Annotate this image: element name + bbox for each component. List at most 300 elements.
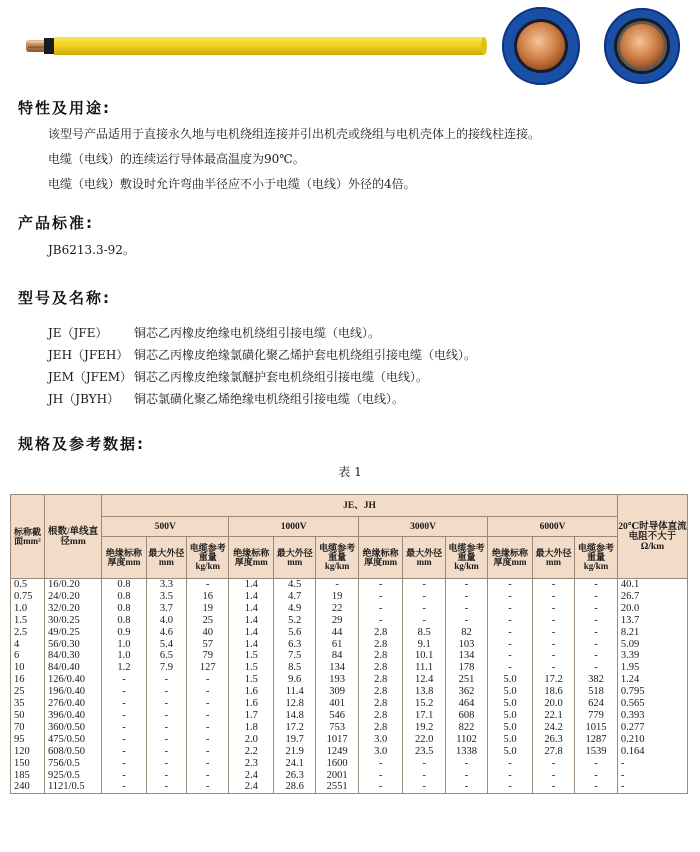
cell-wt-3000: 1338 bbox=[445, 746, 487, 758]
cell-area: 120 bbox=[11, 746, 45, 758]
cell-wt-3000: 822 bbox=[445, 722, 487, 734]
cell-area: 150 bbox=[11, 758, 45, 770]
cell-cores: 84/0.40 bbox=[44, 662, 101, 674]
cell-area: 50 bbox=[11, 710, 45, 722]
cell-cores: 475/0.50 bbox=[44, 734, 101, 746]
cell-od-3000: 9.1 bbox=[403, 639, 445, 651]
header-weight: 电缆参考重量kg/km bbox=[575, 537, 618, 579]
header-max-od: 最大外径mm bbox=[146, 537, 186, 579]
cell-od-6000: 22.1 bbox=[532, 710, 574, 722]
cell-area: 95 bbox=[11, 734, 45, 746]
cell-wt-6000: 1287 bbox=[575, 734, 618, 746]
cell-od-3000: - bbox=[403, 591, 445, 603]
cell-wt-3000: - bbox=[445, 591, 487, 603]
features-line-2: 电缆（电线）的连续运行导体最高温度为90℃。 bbox=[48, 152, 305, 166]
cell-od-1000: 26.3 bbox=[274, 770, 316, 782]
cell-cores: 49/0.25 bbox=[44, 627, 101, 639]
cell-od-500: - bbox=[146, 734, 186, 746]
standard-title: 产品标准: bbox=[18, 214, 94, 232]
cell-resistance: 0.277 bbox=[617, 722, 687, 734]
cell-ins-6000: - bbox=[488, 662, 533, 674]
cell-ins-500: 0.8 bbox=[102, 615, 147, 627]
cell-cores: 30/0.25 bbox=[44, 615, 101, 627]
cell-wt-500: - bbox=[187, 722, 229, 734]
cell-wt-3000: 103 bbox=[445, 639, 487, 651]
cell-od-500: 4.6 bbox=[146, 627, 186, 639]
table-row bbox=[11, 603, 688, 615]
cell-wt-1000: 1600 bbox=[316, 758, 358, 770]
cell-cores: 1121/0.5 bbox=[44, 781, 101, 793]
cell-ins-3000: - bbox=[358, 615, 403, 627]
table-row bbox=[11, 579, 688, 591]
cell-cores: 56/0.30 bbox=[44, 639, 101, 651]
cell-wt-6000: - bbox=[575, 758, 618, 770]
cell-od-3000: 10.1 bbox=[403, 650, 445, 662]
table-row bbox=[11, 722, 688, 734]
cell-od-500: - bbox=[146, 770, 186, 782]
cell-ins-500: - bbox=[102, 710, 147, 722]
cell-resistance: 3.39 bbox=[617, 650, 687, 662]
spec-table bbox=[10, 494, 688, 794]
cell-wt-3000: 82 bbox=[445, 627, 487, 639]
cell-ins-6000: 5.0 bbox=[488, 746, 533, 758]
cell-od-1000: 7.5 bbox=[274, 650, 316, 662]
cell-od-500: - bbox=[146, 698, 186, 710]
cell-wt-500: - bbox=[187, 710, 229, 722]
cell-wt-3000: - bbox=[445, 770, 487, 782]
cell-ins-1000: 1.6 bbox=[229, 698, 274, 710]
cell-wt-500: - bbox=[187, 781, 229, 793]
cell-wt-6000: 779 bbox=[575, 710, 618, 722]
cell-od-1000: 5.2 bbox=[274, 615, 316, 627]
cell-ins-6000: - bbox=[488, 591, 533, 603]
cell-ins-500: - bbox=[102, 781, 147, 793]
model-row bbox=[48, 324, 380, 341]
cell-od-1000: 12.8 bbox=[274, 698, 316, 710]
features-title: 特性及用途: bbox=[18, 99, 111, 117]
cell-od-500: 3.7 bbox=[146, 603, 186, 615]
cell-wt-1000: 2551 bbox=[316, 781, 358, 793]
cell-wt-6000: - bbox=[575, 603, 618, 615]
cell-resistance: 26.7 bbox=[617, 591, 687, 603]
cell-ins-1000: 2.0 bbox=[229, 734, 274, 746]
cell-ins-3000: 2.8 bbox=[358, 710, 403, 722]
cell-od-6000: 24.2 bbox=[532, 722, 574, 734]
model-code: JEH（JFEH） bbox=[48, 348, 129, 362]
cell-ins-500: 0.8 bbox=[102, 579, 147, 591]
cell-ins-500: - bbox=[102, 722, 147, 734]
table-row bbox=[11, 746, 688, 758]
cell-ins-3000: 2.8 bbox=[358, 650, 403, 662]
cell-wt-500: - bbox=[187, 758, 229, 770]
cell-resistance: 13.7 bbox=[617, 615, 687, 627]
cell-od-500: 3.3 bbox=[146, 579, 186, 591]
cell-wt-500: 25 bbox=[187, 615, 229, 627]
cell-od-6000: 26.3 bbox=[532, 734, 574, 746]
cell-resistance: 40.1 bbox=[617, 579, 687, 591]
cell-ins-1000: 2.2 bbox=[229, 746, 274, 758]
cell-ins-6000: - bbox=[488, 615, 533, 627]
cell-ins-6000: - bbox=[488, 770, 533, 782]
cell-od-500: 6.5 bbox=[146, 650, 186, 662]
cell-od-1000: 4.9 bbox=[274, 603, 316, 615]
cell-od-6000: - bbox=[532, 579, 574, 591]
cable-product-image bbox=[0, 0, 700, 90]
cell-ins-1000: 1.4 bbox=[229, 639, 274, 651]
cell-wt-3000: 134 bbox=[445, 650, 487, 662]
cell-area: 1.5 bbox=[11, 615, 45, 627]
cell-od-500: 4.0 bbox=[146, 615, 186, 627]
cell-wt-1000: 1017 bbox=[316, 734, 358, 746]
cell-od-6000: 20.0 bbox=[532, 698, 574, 710]
cell-od-500: 7.9 bbox=[146, 662, 186, 674]
cell-od-6000: - bbox=[532, 615, 574, 627]
cell-ins-6000: 5.0 bbox=[488, 686, 533, 698]
cell-od-1000: 4.7 bbox=[274, 591, 316, 603]
cell-od-1000: 28.6 bbox=[274, 781, 316, 793]
table-row bbox=[11, 674, 688, 686]
header-voltage-6000: 6000V bbox=[488, 517, 618, 537]
header-voltage-3000: 3000V bbox=[358, 517, 487, 537]
cell-od-500: - bbox=[146, 674, 186, 686]
cell-ins-6000: - bbox=[488, 603, 533, 615]
cell-ins-3000: 2.8 bbox=[358, 627, 403, 639]
table-row bbox=[11, 650, 688, 662]
cell-od-6000: - bbox=[532, 662, 574, 674]
cell-wt-3000: 251 bbox=[445, 674, 487, 686]
cell-od-500: - bbox=[146, 710, 186, 722]
cell-od-1000: 6.3 bbox=[274, 639, 316, 651]
cell-ins-6000: - bbox=[488, 758, 533, 770]
cell-wt-3000: - bbox=[445, 615, 487, 627]
cell-area: 2.5 bbox=[11, 627, 45, 639]
cell-wt-500: 127 bbox=[187, 662, 229, 674]
cell-wt-3000: 608 bbox=[445, 710, 487, 722]
cell-ins-1000: 1.5 bbox=[229, 662, 274, 674]
cell-od-500: - bbox=[146, 781, 186, 793]
table-row bbox=[11, 639, 688, 651]
cell-wt-6000: 518 bbox=[575, 686, 618, 698]
header-voltage-500: 500V bbox=[102, 517, 229, 537]
cell-area: 6 bbox=[11, 650, 45, 662]
cell-wt-1000: 309 bbox=[316, 686, 358, 698]
cell-ins-500: 1.0 bbox=[102, 639, 147, 651]
cell-od-3000: - bbox=[403, 781, 445, 793]
cell-resistance: 20.0 bbox=[617, 603, 687, 615]
cell-ins-6000: 5.0 bbox=[488, 674, 533, 686]
cell-cores: 925/0.5 bbox=[44, 770, 101, 782]
cell-wt-3000: 1102 bbox=[445, 734, 487, 746]
cell-ins-500: 0.8 bbox=[102, 603, 147, 615]
cell-od-3000: 13.8 bbox=[403, 686, 445, 698]
cell-wt-1000: 1249 bbox=[316, 746, 358, 758]
cell-od-6000: 17.2 bbox=[532, 674, 574, 686]
header-area: 标称截面mm² bbox=[11, 495, 45, 579]
cell-area: 0.75 bbox=[11, 591, 45, 603]
cell-wt-6000: - bbox=[575, 639, 618, 651]
cell-resistance: - bbox=[617, 781, 687, 793]
model-row bbox=[48, 390, 404, 407]
cell-cores: 196/0.40 bbox=[44, 686, 101, 698]
table-row bbox=[11, 734, 688, 746]
cell-ins-6000: 5.0 bbox=[488, 698, 533, 710]
cell-ins-1000: 2.4 bbox=[229, 770, 274, 782]
cell-wt-3000: 362 bbox=[445, 686, 487, 698]
cell-ins-1000: 2.4 bbox=[229, 781, 274, 793]
cell-resistance: 8.21 bbox=[617, 627, 687, 639]
cell-cores: 276/0.40 bbox=[44, 698, 101, 710]
cell-area: 35 bbox=[11, 698, 45, 710]
cell-ins-3000: 2.8 bbox=[358, 639, 403, 651]
cell-wt-1000: 546 bbox=[316, 710, 358, 722]
cell-resistance: 0.164 bbox=[617, 746, 687, 758]
cell-wt-6000: 624 bbox=[575, 698, 618, 710]
cell-od-500: - bbox=[146, 746, 186, 758]
cell-ins-500: 0.9 bbox=[102, 627, 147, 639]
cell-wt-3000: - bbox=[445, 781, 487, 793]
cell-od-3000: - bbox=[403, 615, 445, 627]
cell-ins-6000: - bbox=[488, 639, 533, 651]
cell-od-3000: 8.5 bbox=[403, 627, 445, 639]
spec-title: 规格及参考数据: bbox=[18, 435, 145, 453]
header-weight: 电缆参考重量kg/km bbox=[187, 537, 229, 579]
cell-wt-1000: 29 bbox=[316, 615, 358, 627]
cell-ins-3000: 2.8 bbox=[358, 698, 403, 710]
cell-ins-3000: - bbox=[358, 591, 403, 603]
cell-wt-6000: - bbox=[575, 781, 618, 793]
cell-od-3000: 15.2 bbox=[403, 698, 445, 710]
cell-od-3000: 11.1 bbox=[403, 662, 445, 674]
cell-ins-1000: 2.3 bbox=[229, 758, 274, 770]
cell-wt-1000: 84 bbox=[316, 650, 358, 662]
cell-od-6000: 18.6 bbox=[532, 686, 574, 698]
table-row bbox=[11, 686, 688, 698]
cell-ins-3000: 3.0 bbox=[358, 746, 403, 758]
cell-ins-1000: 1.6 bbox=[229, 686, 274, 698]
model-name: 铜芯乙丙橡皮绝缘氯醚护套电机绕组引接电缆（电线）。 bbox=[134, 370, 429, 384]
cell-ins-500: 1.0 bbox=[102, 650, 147, 662]
cell-od-3000: - bbox=[403, 770, 445, 782]
cell-ins-6000: - bbox=[488, 781, 533, 793]
cell-wt-500: 19 bbox=[187, 603, 229, 615]
cell-ins-3000: 2.8 bbox=[358, 662, 403, 674]
cell-od-6000: - bbox=[532, 591, 574, 603]
cell-wt-1000: 753 bbox=[316, 722, 358, 734]
model-name: 铜芯乙丙橡皮绝缘氯磺化聚乙烯护套电机绕组引接电缆（电线）。 bbox=[134, 348, 477, 362]
cell-wt-500: - bbox=[187, 686, 229, 698]
cell-od-1000: 17.2 bbox=[274, 722, 316, 734]
cell-od-6000: - bbox=[532, 758, 574, 770]
cell-ins-3000: - bbox=[358, 770, 403, 782]
cell-ins-6000: 5.0 bbox=[488, 710, 533, 722]
cell-ins-1000: 1.7 bbox=[229, 710, 274, 722]
header-insulation: 绝缘标称厚度mm bbox=[102, 537, 147, 579]
cell-cores: 24/0.20 bbox=[44, 591, 101, 603]
cell-cores: 608/0.50 bbox=[44, 746, 101, 758]
header-insulation: 绝缘标称厚度mm bbox=[488, 537, 533, 579]
cell-ins-6000: - bbox=[488, 579, 533, 591]
model-code: JE（JFE） bbox=[48, 326, 108, 340]
cell-ins-500: - bbox=[102, 686, 147, 698]
cell-resistance: 0.565 bbox=[617, 698, 687, 710]
cell-area: 16 bbox=[11, 674, 45, 686]
cell-ins-3000: - bbox=[358, 781, 403, 793]
cell-od-1000: 4.5 bbox=[274, 579, 316, 591]
cell-od-6000: - bbox=[532, 650, 574, 662]
table-row bbox=[11, 591, 688, 603]
model-code: JH（JBYH） bbox=[48, 392, 120, 406]
cell-area: 240 bbox=[11, 781, 45, 793]
cell-wt-6000: - bbox=[575, 627, 618, 639]
cell-cores: 16/0.20 bbox=[44, 579, 101, 591]
cell-resistance: 0.210 bbox=[617, 734, 687, 746]
cell-od-3000: 22.0 bbox=[403, 734, 445, 746]
cell-resistance: - bbox=[617, 758, 687, 770]
cell-ins-3000: - bbox=[358, 603, 403, 615]
features-line-1: 该型号产品适用于直接永久地与电机绕组连接并引出机壳或绕组与电机壳体上的接线柱连接。 bbox=[48, 127, 541, 141]
cell-ins-3000: 2.8 bbox=[358, 722, 403, 734]
cell-ins-500: - bbox=[102, 770, 147, 782]
cell-od-500: 3.5 bbox=[146, 591, 186, 603]
header-group: JE、JH bbox=[102, 495, 618, 517]
model-row bbox=[48, 346, 476, 363]
cell-od-500: - bbox=[146, 722, 186, 734]
cell-od-3000: 19.2 bbox=[403, 722, 445, 734]
cell-cores: 360/0.50 bbox=[44, 722, 101, 734]
cell-wt-1000: - bbox=[316, 579, 358, 591]
cell-ins-500: 1.2 bbox=[102, 662, 147, 674]
cell-ins-500: - bbox=[102, 698, 147, 710]
header-weight: 电缆参考重量kg/km bbox=[316, 537, 358, 579]
cell-od-1000: 19.7 bbox=[274, 734, 316, 746]
table-row bbox=[11, 615, 688, 627]
cell-resistance: - bbox=[617, 770, 687, 782]
table-row bbox=[11, 758, 688, 770]
cell-wt-1000: 134 bbox=[316, 662, 358, 674]
table-row bbox=[11, 770, 688, 782]
cell-ins-500: - bbox=[102, 746, 147, 758]
header-weight: 电缆参考重量kg/km bbox=[445, 537, 487, 579]
cell-od-500: 5.4 bbox=[146, 639, 186, 651]
header-max-od: 最大外径mm bbox=[274, 537, 316, 579]
cell-area: 1.0 bbox=[11, 603, 45, 615]
cell-wt-500: 79 bbox=[187, 650, 229, 662]
cell-cores: 126/0.40 bbox=[44, 674, 101, 686]
cell-od-1000: 24.1 bbox=[274, 758, 316, 770]
cell-ins-1000: 1.8 bbox=[229, 722, 274, 734]
cell-cores: 396/0.40 bbox=[44, 710, 101, 722]
models-title: 型号及名称: bbox=[18, 289, 111, 307]
cell-wt-1000: 22 bbox=[316, 603, 358, 615]
cell-wt-1000: 2001 bbox=[316, 770, 358, 782]
cell-resistance: 0.393 bbox=[617, 710, 687, 722]
model-code: JEM（JFEM） bbox=[48, 370, 133, 384]
cell-wt-1000: 44 bbox=[316, 627, 358, 639]
cell-area: 25 bbox=[11, 686, 45, 698]
cell-od-3000: - bbox=[403, 758, 445, 770]
cell-ins-500: 0.8 bbox=[102, 591, 147, 603]
model-name: 铜芯乙丙橡皮绝缘电机绕组引接电缆（电线）。 bbox=[134, 326, 381, 340]
cell-od-6000: - bbox=[532, 770, 574, 782]
cell-ins-6000: - bbox=[488, 650, 533, 662]
cell-od-1000: 8.5 bbox=[274, 662, 316, 674]
cell-od-3000: 17.1 bbox=[403, 710, 445, 722]
cell-ins-1000: 1.4 bbox=[229, 627, 274, 639]
cell-area: 185 bbox=[11, 770, 45, 782]
cell-od-1000: 11.4 bbox=[274, 686, 316, 698]
cell-wt-1000: 19 bbox=[316, 591, 358, 603]
header-insulation: 绝缘标称厚度mm bbox=[358, 537, 403, 579]
cell-od-1000: 9.6 bbox=[274, 674, 316, 686]
cell-od-3000: - bbox=[403, 579, 445, 591]
cell-ins-500: - bbox=[102, 674, 147, 686]
cell-wt-3000: 464 bbox=[445, 698, 487, 710]
cell-wt-6000: - bbox=[575, 579, 618, 591]
cell-wt-1000: 193 bbox=[316, 674, 358, 686]
table-row bbox=[11, 627, 688, 639]
cell-wt-6000: 1015 bbox=[575, 722, 618, 734]
table-caption: 表 1 bbox=[338, 465, 362, 479]
cell-wt-500: - bbox=[187, 698, 229, 710]
spec-table-body bbox=[11, 579, 688, 794]
cell-wt-500: - bbox=[187, 734, 229, 746]
cell-wt-500: - bbox=[187, 579, 229, 591]
cell-od-6000: - bbox=[532, 781, 574, 793]
cell-ins-3000: 3.0 bbox=[358, 734, 403, 746]
cell-wt-6000: 1539 bbox=[575, 746, 618, 758]
cell-ins-6000: 5.0 bbox=[488, 734, 533, 746]
cell-wt-6000: 382 bbox=[575, 674, 618, 686]
table-row bbox=[11, 781, 688, 793]
cell-ins-500: - bbox=[102, 758, 147, 770]
cell-cores: 84/0.30 bbox=[44, 650, 101, 662]
cell-wt-500: - bbox=[187, 674, 229, 686]
header-insulation: 绝缘标称厚度mm bbox=[229, 537, 274, 579]
cell-od-6000: - bbox=[532, 639, 574, 651]
cell-area: 10 bbox=[11, 662, 45, 674]
cell-wt-500: 40 bbox=[187, 627, 229, 639]
cell-ins-1000: 1.5 bbox=[229, 650, 274, 662]
cell-ins-6000: 5.0 bbox=[488, 722, 533, 734]
cell-od-6000: 27.8 bbox=[532, 746, 574, 758]
features-line-3: 电缆（电线）敷设时允许弯曲半径应不小于电缆（电线）外径的4倍。 bbox=[48, 177, 416, 191]
header-resistance: 20℃时导体直流电阻不大于Ω/km bbox=[617, 495, 687, 579]
cell-ins-1000: 1.5 bbox=[229, 674, 274, 686]
cell-resistance: 5.09 bbox=[617, 639, 687, 651]
cell-od-3000: 23.5 bbox=[403, 746, 445, 758]
cell-wt-3000: 178 bbox=[445, 662, 487, 674]
cell-wt-6000: - bbox=[575, 662, 618, 674]
table-row bbox=[11, 662, 688, 674]
cell-resistance: 0.795 bbox=[617, 686, 687, 698]
cell-wt-6000: - bbox=[575, 770, 618, 782]
table-row bbox=[11, 698, 688, 710]
cell-wt-3000: - bbox=[445, 603, 487, 615]
cell-od-3000: 12.4 bbox=[403, 674, 445, 686]
table-row bbox=[11, 710, 688, 722]
cell-ins-3000: - bbox=[358, 579, 403, 591]
model-row bbox=[48, 368, 428, 385]
standard-text: JB6213.3-92。 bbox=[48, 243, 135, 257]
cell-area: 70 bbox=[11, 722, 45, 734]
cell-resistance: 1.24 bbox=[617, 674, 687, 686]
cell-ins-3000: 2.8 bbox=[358, 674, 403, 686]
cell-cores: 32/0.20 bbox=[44, 603, 101, 615]
cell-od-1000: 21.9 bbox=[274, 746, 316, 758]
cell-ins-1000: 1.4 bbox=[229, 615, 274, 627]
cell-od-6000: - bbox=[532, 627, 574, 639]
cell-ins-1000: 1.4 bbox=[229, 579, 274, 591]
